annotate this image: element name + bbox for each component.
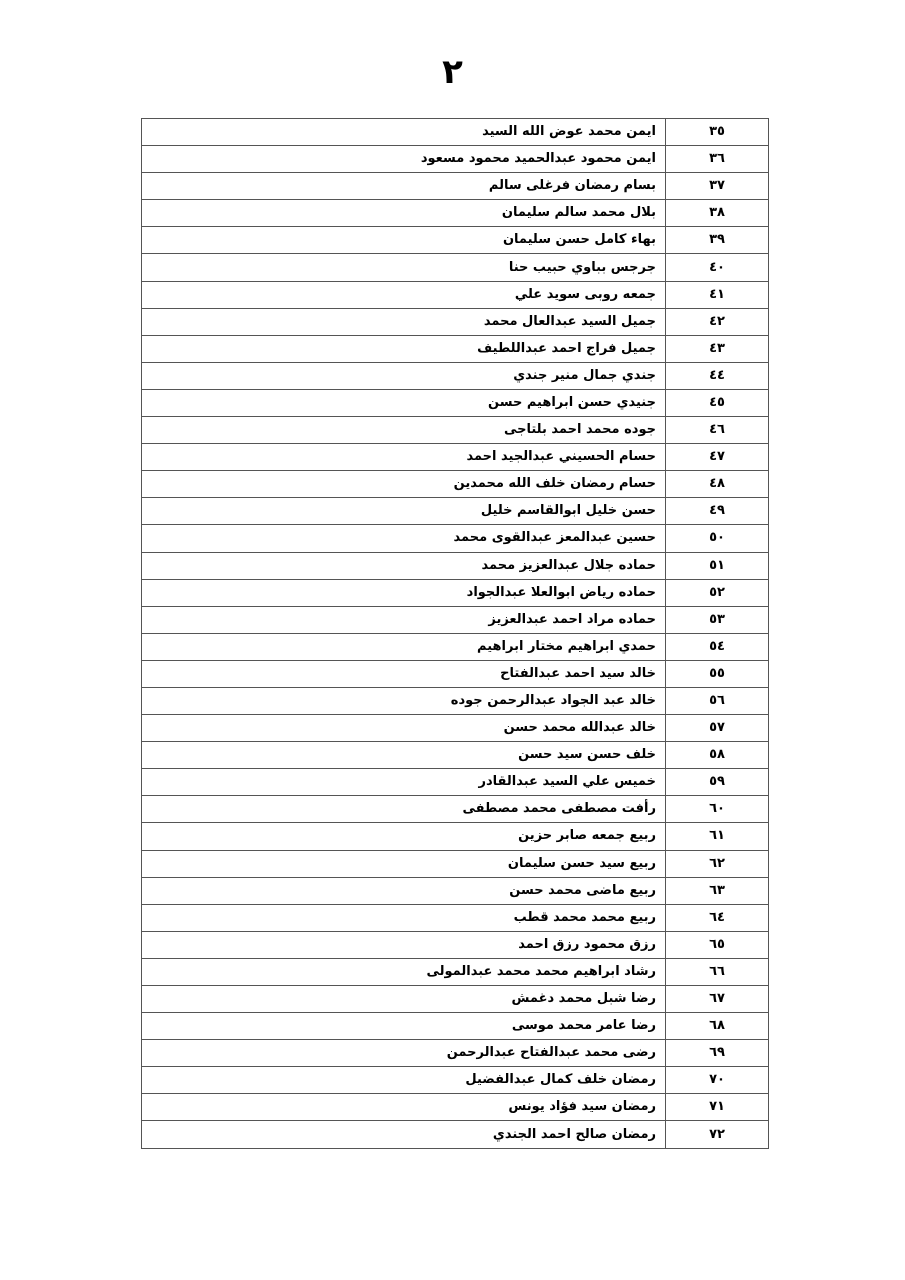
row-name: جمعه روبى سويد علي [142,281,666,308]
table-row [142,877,769,904]
row-name: جندي جمال منير جندي [142,362,666,389]
table-row [142,417,769,444]
row-name: رضا عامر محمد موسى [142,1013,666,1040]
table-row [142,579,769,606]
table-row [142,1094,769,1121]
table-row [142,200,769,227]
table-row [142,498,769,525]
table-row [142,1013,769,1040]
row-name: رضى محمد عبدالفتاح عبدالرحمن [142,1040,666,1067]
table-row [142,1067,769,1094]
row-name: رشاد ابراهيم محمد محمد عبدالمولى [142,958,666,985]
row-name: رمضان خلف كمال عبدالفضيل [142,1067,666,1094]
table-row [142,715,769,742]
row-number: ٥٥ [666,660,769,687]
row-number: ٦٠ [666,796,769,823]
row-number: ٥٢ [666,579,769,606]
row-number: ٥٣ [666,606,769,633]
row-number: ٥٦ [666,687,769,714]
table-row [142,1121,769,1148]
row-name: حمدي ابراهيم مختار ابراهيم [142,633,666,660]
row-number: ٥٠ [666,525,769,552]
table-row [142,633,769,660]
row-name: حماده رياض ابوالعلا عبدالجواد [142,579,666,606]
row-number: ٤٨ [666,471,769,498]
row-number: ٤٣ [666,335,769,362]
row-number: ٤٩ [666,498,769,525]
row-number: ٦٨ [666,1013,769,1040]
row-name: رمضان سيد فؤاد يونس [142,1094,666,1121]
row-number: ٤٥ [666,389,769,416]
table-row [142,146,769,173]
row-number: ٧١ [666,1094,769,1121]
row-number: ٦٢ [666,850,769,877]
table-row [142,823,769,850]
row-name: بهاء كامل حسن سليمان [142,227,666,254]
row-name: ايمن محمد عوض الله السيد [142,119,666,146]
row-number: ٣٥ [666,119,769,146]
row-name: رزق محمود رزق احمد [142,931,666,958]
table-row [142,444,769,471]
row-name: خالد عبدالله محمد حسن [142,715,666,742]
row-name: حسن خليل ابوالقاسم خليل [142,498,666,525]
row-number: ٦٤ [666,904,769,931]
row-number: ٤١ [666,281,769,308]
row-number: ٤٦ [666,417,769,444]
table-row [142,362,769,389]
row-name: حسام الحسيني عبدالجيد احمد [142,444,666,471]
row-name: خالد سيد احمد عبدالفتاح [142,660,666,687]
row-name: ربيع جمعه صابر حزين [142,823,666,850]
table-row [142,227,769,254]
row-name: خالد عبد الجواد عبدالرحمن جوده [142,687,666,714]
row-number: ٤٢ [666,308,769,335]
names-table-body [142,119,769,1149]
table-row [142,335,769,362]
row-number: ٥٨ [666,742,769,769]
table-row [142,119,769,146]
row-name: خميس علي السيد عبدالقادر [142,769,666,796]
row-number: ٦١ [666,823,769,850]
row-number: ٥٤ [666,633,769,660]
row-number: ٧٢ [666,1121,769,1148]
table-row [142,606,769,633]
table-row [142,552,769,579]
row-name: ربيع ماضى محمد حسن [142,877,666,904]
row-number: ٦٣ [666,877,769,904]
row-name: جنيدي حسن ابراهيم حسن [142,389,666,416]
row-number: ٧٠ [666,1067,769,1094]
row-name: جرجس بباوي حبيب حنا [142,254,666,281]
table-row [142,660,769,687]
table-row [142,308,769,335]
table-row [142,931,769,958]
row-name: حماده جلال عبدالعزيز محمد [142,552,666,579]
row-number: ٦٧ [666,986,769,1013]
row-name: حسام رمضان خلف الله محمدين [142,471,666,498]
row-number: ٥١ [666,552,769,579]
row-number: ٣٧ [666,173,769,200]
row-name: رأفت مصطفى محمد مصطفى [142,796,666,823]
row-name: جوده محمد احمد بلتاجى [142,417,666,444]
table-row [142,525,769,552]
row-number: ٤٠ [666,254,769,281]
row-number: ٦٩ [666,1040,769,1067]
row-number: ٥٧ [666,715,769,742]
row-name: بسام رمضان فرغلى سالم [142,173,666,200]
row-name: جميل السيد عبدالعال محمد [142,308,666,335]
table-row [142,281,769,308]
row-number: ٦٥ [666,931,769,958]
table-row [142,389,769,416]
table-row [142,254,769,281]
table-row [142,1040,769,1067]
row-name: حسين عبدالمعز عبدالقوى محمد [142,525,666,552]
table-row [142,769,769,796]
row-name: جميل فراج احمد عبداللطيف [142,335,666,362]
table-row [142,173,769,200]
table-row [142,796,769,823]
row-name: حماده مراد احمد عبدالعزيز [142,606,666,633]
row-name: بلال محمد سالم سليمان [142,200,666,227]
row-name: ربيع محمد محمد قطب [142,904,666,931]
row-name: خلف حسن سيد حسن [142,742,666,769]
table-row [142,986,769,1013]
row-number: ٤٤ [666,362,769,389]
table-row [142,850,769,877]
names-table [141,118,769,1149]
row-number: ٦٦ [666,958,769,985]
table-row [142,742,769,769]
row-number: ٥٩ [666,769,769,796]
row-number: ٣٨ [666,200,769,227]
table-row [142,904,769,931]
row-name: رضا شبل محمد دغمش [142,986,666,1013]
table-row [142,471,769,498]
row-name: رمضان صالح احمد الجندي [142,1121,666,1148]
table-row [142,958,769,985]
page-number: ٢ [442,52,463,92]
row-number: ٣٩ [666,227,769,254]
row-name: ايمن محمود عبدالحميد محمود مسعود [142,146,666,173]
row-number: ٤٧ [666,444,769,471]
table-row [142,687,769,714]
row-number: ٣٦ [666,146,769,173]
row-name: ربيع سيد حسن سليمان [142,850,666,877]
